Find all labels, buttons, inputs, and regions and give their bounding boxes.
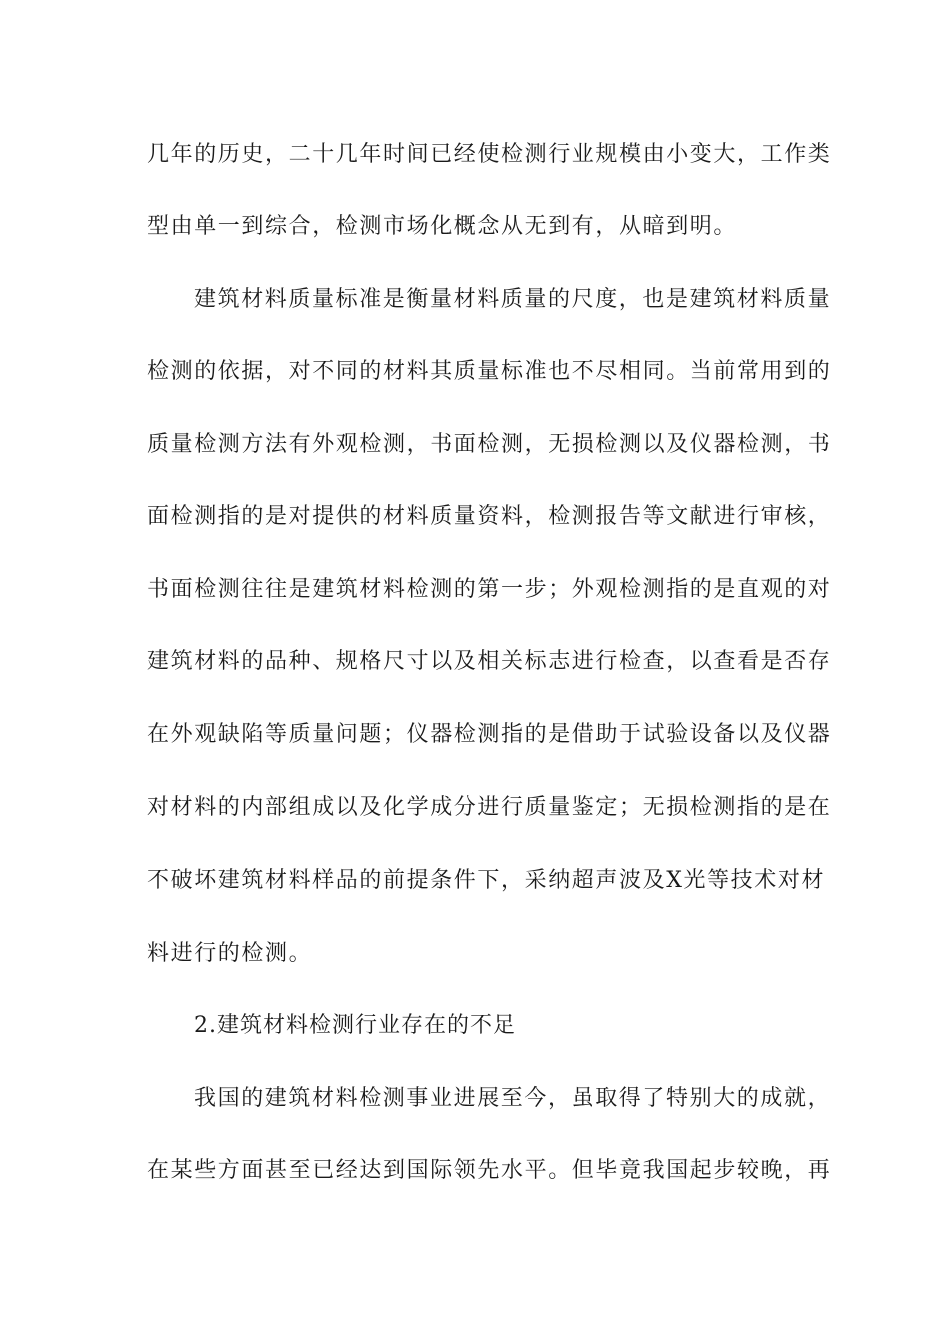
paragraph-line: 不破坏建筑材料样品的前提条件下，采纳超声波及X光等技术对材 [147, 868, 826, 893]
paragraph-line: 几年的历史，二十几年时间已经使检测行业规模由小变大，工作类 [147, 142, 832, 167]
section-heading: 2.建筑材料检测行业存在的不足 [194, 1013, 516, 1038]
paragraph-line: 对材料的内部组成以及化学成分进行质量鉴定；无损检测指的是在 [147, 795, 832, 820]
paragraph-line: 建筑材料的品种、规格尺寸以及相关标志进行检查，以查看是否存 [147, 649, 832, 674]
paragraph-line: 料进行的检测。 [147, 941, 313, 966]
paragraph-line: 在外观缺陷等质量问题；仪器检测指的是借助于试验设备以及仪器 [147, 722, 832, 747]
paragraph-line: 型由单一到综合，检测市场化概念从无到有，从暗到明。 [147, 214, 738, 239]
paragraph-line: 面检测指的是对提供的材料质量资料，检测报告等文献进行审核， [147, 504, 832, 529]
paragraph-line: 在某些方面甚至已经达到国际领先水平。但毕竟我国起步较晚，再 [147, 1158, 832, 1183]
paragraph-line: 我国的建筑材料检测事业进展至今，虽取得了特别大的成就， [194, 1086, 832, 1111]
paragraph-line: 建筑材料质量标准是衡量材料质量的尺度，也是建筑材料质量 [194, 287, 832, 312]
paragraph-line: 书面检测往往是建筑材料检测的第一步；外观检测指的是直观的对 [147, 577, 832, 602]
paragraph-line: 质量检测方法有外观检测，书面检测，无损检测以及仪器检测，书 [147, 432, 832, 457]
paragraph-line: 检测的依据，对不同的材料其质量标准也不尽相同。当前常用到的 [147, 359, 832, 384]
